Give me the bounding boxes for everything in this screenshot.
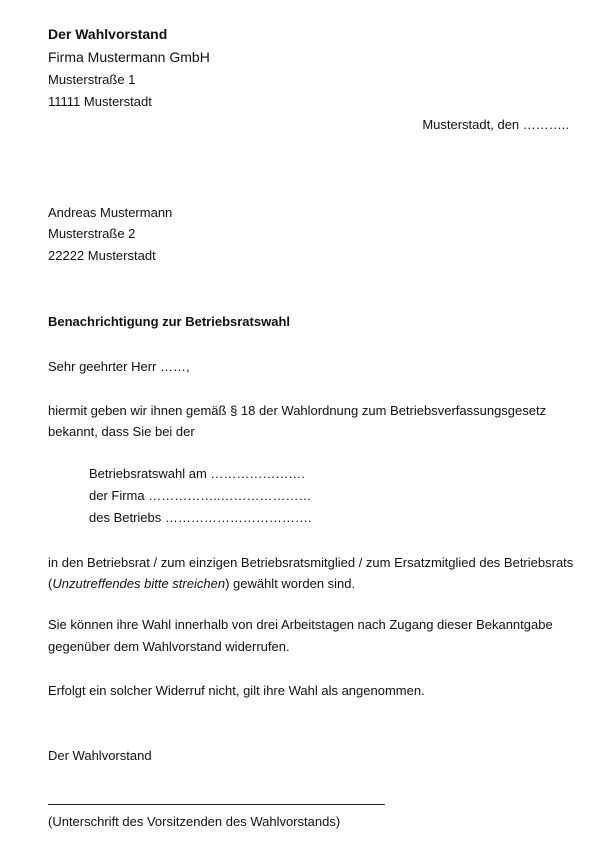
result-paren-open: ( <box>48 576 53 591</box>
revocation-line-2: gegenüber dem Wahlvorstand widerrufen. <box>48 639 290 654</box>
result-line-2-rest: ) gewählt worden sind. <box>225 576 356 591</box>
subject: Benachrichtigung zur Betriebsratswahl <box>48 314 290 329</box>
detail-operation: des Betriebs ……………………………. <box>89 510 312 525</box>
signature-caption: (Unterschrift des Vorsitzenden des Wahlvorstands) <box>48 814 341 829</box>
place-date: Musterstadt, den ……….. <box>422 117 569 132</box>
acceptance: Erfolgt ein solcher Widerruf nicht, gilt ihre Wahl als angenommen. <box>48 683 425 698</box>
recipient-city: 22222 Musterstadt <box>48 248 156 263</box>
detail-election: Betriebsratswahl am …………………. <box>89 466 305 481</box>
sender-title: Der Wahlvorstand <box>48 26 168 42</box>
recipient-name: Andreas Mustermann <box>48 205 173 220</box>
detail-company: der Firma ……………..………………… <box>89 488 312 503</box>
revocation-line-1: Sie können ihre Wahl innerhalb von drei Arbeitstagen nach Zugang dieser Bekanntgabe <box>48 617 553 632</box>
salutation: Sehr geehrter Herr ……, <box>48 359 190 374</box>
intro-line-2: bekannt, dass Sie bei der <box>48 424 195 439</box>
result-line-2 <box>48 577 355 590</box>
intro-line-1: hiermit geben wir ihnen gemäß § 18 der Wahlordnung zum Betriebsverfassungsgesetz <box>48 403 547 418</box>
result-strike-note: Unzutreffendes bitte streichen <box>52 576 226 591</box>
signature-line <box>48 804 385 805</box>
sender-company: Firma Mustermann GmbH <box>48 49 210 65</box>
recipient-street: Musterstraße 2 <box>48 226 136 241</box>
closing: Der Wahlvorstand <box>48 748 152 763</box>
sender-street: Musterstraße 1 <box>48 72 136 87</box>
sender-city: 11111 Musterstadt <box>48 94 152 109</box>
result-line-1: in den Betriebsrat / zum einzigen Betriebsratsmitglied / zum Ersatzmitglied des Betriebsrats <box>48 555 574 570</box>
